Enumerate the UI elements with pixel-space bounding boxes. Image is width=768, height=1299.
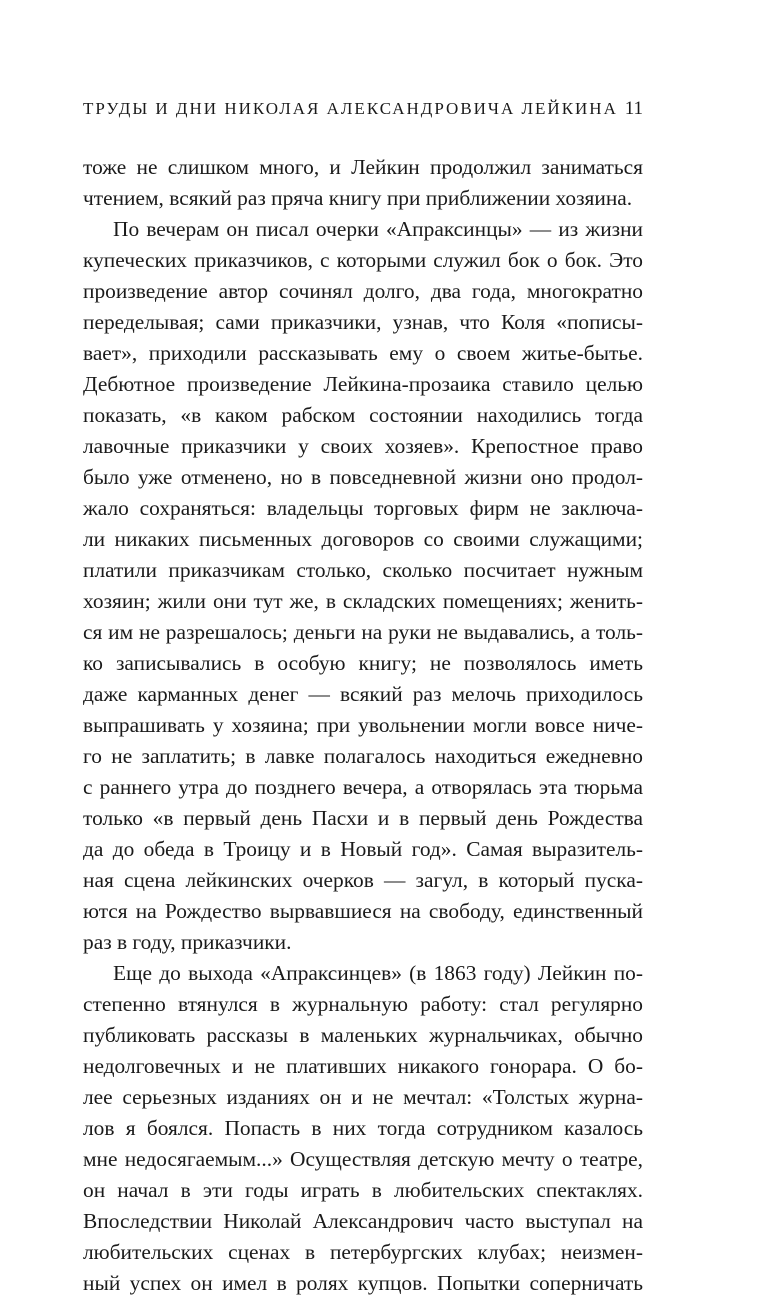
text-line: лов я боялся. Попасть в них тогда сотрудником казалось [83, 1116, 643, 1140]
text-line: купеческих приказчиков, с которыми служил бок о бок. Это [83, 248, 643, 272]
text-line: да до обеда в Троицу и в Новый год». Самая выразитель- [83, 837, 643, 861]
text-line: любительских сценах в петербургских клубах; неизмен- [83, 1240, 643, 1264]
text-line: степенно втянулся в журнальную работу: стал регулярно [83, 992, 643, 1016]
text-line: лавочные приказчики у своих хозяев». Крепостное право [83, 434, 643, 458]
text-line: тоже не слишком много, и Лейкин продолжил заниматься [83, 155, 643, 179]
text-line: ли никаких письменных договоров со своими служащими; [83, 527, 643, 551]
text-line: Дебютное произведение Лейкина-прозаика ставило целью [83, 372, 643, 396]
text-line: публиковать рассказы в маленьких журнальчиках, обычно [83, 1023, 643, 1047]
running-title: ТРУДЫ И ДНИ НИКОЛАЯ АЛЕКСАНДРОВИЧА ЛЕЙКИНА [83, 99, 618, 118]
text-line: го не заплатить; в лавке полагалось находиться ежедневно [83, 744, 643, 768]
paragraph-first-line: Еще до выхода «Апраксинцев» (в 1863 году) Лейкин по- [113, 961, 643, 985]
text-line: ются на Рождество вырвавшиеся на свободу, единственный [83, 899, 643, 923]
running-head [83, 98, 643, 126]
text-line: было уже отменено, но в повседневной жизни оно продол- [83, 465, 643, 489]
text-line: произведение автор сочинял долго, два года, многократно [83, 279, 643, 303]
text-line: недолговечных и не плативших никакого гонорара. О бо- [83, 1054, 643, 1078]
paragraph-first-line: По вечерам он писал очерки «Апраксинцы» — из жизни [113, 217, 643, 241]
text-line: он начал в эти годы играть в любительских спектаклях. [83, 1178, 643, 1202]
text-line: раз в году, приказчики. [83, 930, 292, 954]
body-text [83, 152, 643, 1299]
page-number: 11 [624, 98, 643, 119]
text-line: только «в первый день Пасхи и в первый день Рождества [83, 806, 643, 830]
text-line: мне недосягаемым...» Осуществляя детскую мечту о театре, [83, 1147, 643, 1171]
text-line: Впоследствии Николай Александрович часто выступал на [83, 1209, 643, 1233]
text-line: ся им не разрешалось; деньги на руки не выдавались, а толь- [83, 620, 643, 644]
text-line: хозяин; жили они тут же, в складских помещениях; женить- [83, 589, 643, 613]
text-line: переделывая; сами приказчики, узнав, что Коля «пописы- [83, 310, 643, 334]
text-line: ный успех он имел в ролях купцов. Попытки соперничать [83, 1271, 643, 1295]
text-line: даже карманных денег — всякий раз мелочь приходилось [83, 682, 643, 706]
text-line: показать, «в каком рабском состоянии находились тогда [83, 403, 643, 427]
text-line: с раннего утра до позднего вечера, а отворялась эта тюрьма [83, 775, 643, 799]
text-line: ко записывались в особую книгу; не позволялось иметь [83, 651, 643, 675]
text-line: платили приказчикам столько, сколько посчитает нужным [83, 558, 643, 582]
text-line: чтением, всякий раз пряча книгу при приближении хозяина. [83, 186, 633, 210]
text-line: ная сцена лейкинских очерков — загул, в который пуска- [83, 868, 643, 892]
text-line: вает», приходили рассказывать ему о своем житье-бытье. [83, 341, 643, 365]
text-line: выпрашивать у хозяина; при увольнении могли вовсе ниче- [83, 713, 643, 737]
text-line: лее серьезных изданиях он и не мечтал: «Толстых журна- [83, 1085, 643, 1109]
text-line: жало сохраняться: владельцы торговых фирм не заключа- [83, 496, 643, 520]
